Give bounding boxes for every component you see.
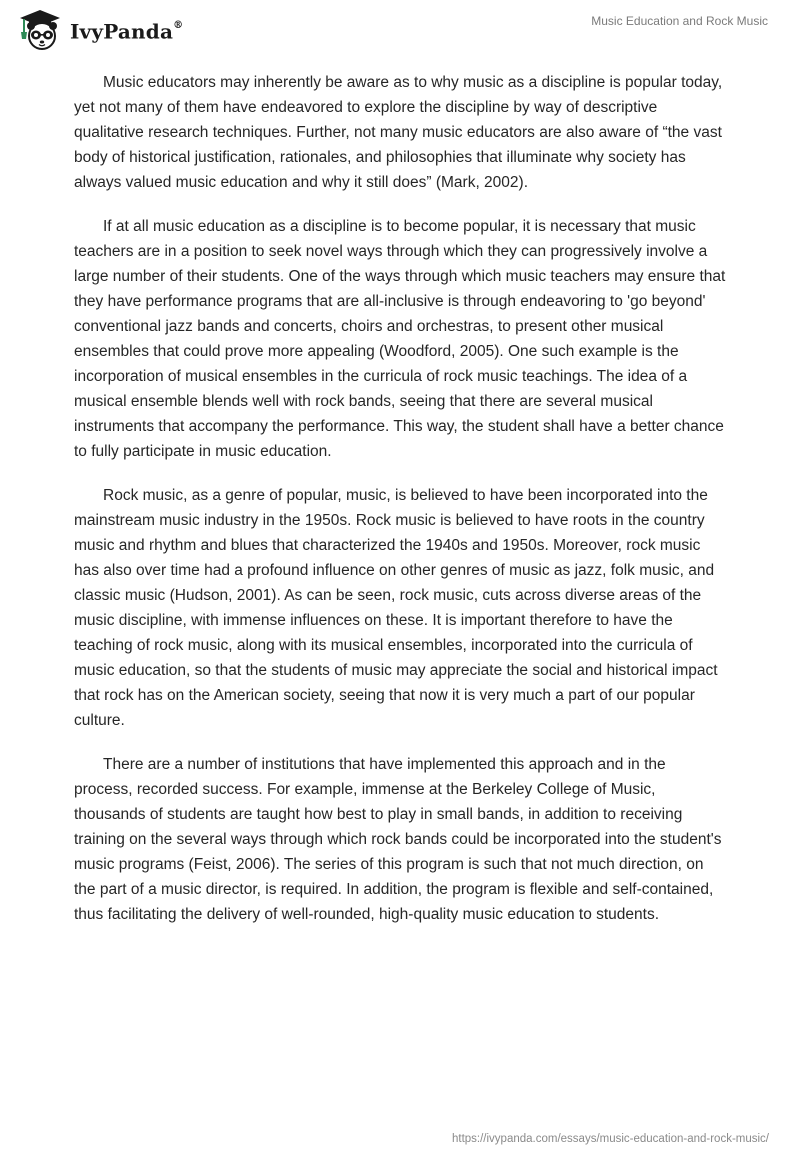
document-title: Music Education and Rock Music	[591, 14, 768, 28]
brand-name: IvyPanda®	[70, 19, 184, 44]
essay-body	[74, 70, 726, 946]
paragraph: If at all music education as a discipline is to become popular, it is necessary that music teachers are in a position to seek novel ways through which they can progressively involve a large number of their students. One of the ways through which music teachers may ensure that they have performance programs that are all-inclusive is through endeavoring to 'go beyond' conventional jazz bands and concerts, choirs and orchestras, to present other musical ensembles that could prove more appealing (Woodford, 2005). One such example is the incorporation of musical ensembles in the curricula of rock music teachings. The idea of a musical ensemble blends well with rock bands, seeing that there are several musical instruments that accompany the performance. This way, the student shall have a better chance to fully participate in music education.	[74, 218, 726, 460]
page-header	[0, 0, 800, 62]
paragraph: Rock music, as a genre of popular, music, is believed to have been incorporated into the mainstream music industry in the 1950s. Rock music is believed to have roots in the country music and rhythm and blues that characterized the 1940s and 1950s. Moreover, rock music has also over time had a profound influence on other genres of music as jazz, folk music, and classic music (Hudson, 2001). As can be seen, rock music, cuts across diverse areas of the music discipline, with immense influences on these. It is important therefore to have the teaching of rock music, along with its musical ensembles, incorporated into the curricula of music education, so that the students of music may appreciate the social and historical impact that rock has on the American society, seeing that now it is very much a part of our popular culture.	[74, 487, 718, 729]
paragraph: Music educators may inherently be aware as to why music as a discipline is popular today, yet not many of them have endeavored to explore the discipline by way of descriptive qualitative research techniques. Further, not many music educators are also aware of “the vast body of historical justification, rationales, and philosophies that illuminate why society has always valued music education and why it still does” (Mark, 2002).	[74, 74, 723, 191]
paragraph: There are a number of institutions that have implemented this approach and in the process, recorded success. For example, immense at the Berkeley College of Music, thousands of students are taught how best to play in small bands, in addition to receiving training on the several ways through which rock bands could be incorporated into the student's music programs (Feist, 2006). The series of this program is such that not much direction, on the part of a music director, is required. In addition, the program is flexible and self-contained, thus facilitating the delivery of well-rounded, high-quality music education to students.	[74, 756, 722, 923]
panda-graduate-icon	[14, 8, 66, 52]
registered-mark: ®	[173, 19, 184, 31]
ivypanda-logo[interactable]	[14, 8, 183, 52]
source-url-link[interactable]: https://ivypanda.com/essays/music-education-and-rock-music/	[451, 1133, 769, 1145]
